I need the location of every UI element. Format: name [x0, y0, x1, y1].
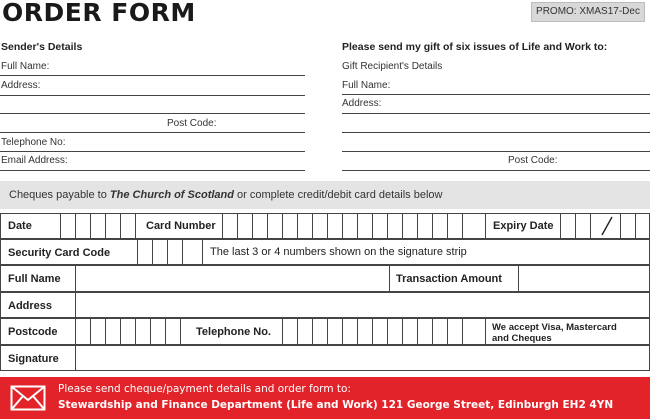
accepted-payments-line-1: We accept Visa, Mastercard [492, 322, 617, 333]
card-telephone-input[interactable] [283, 319, 485, 344]
sender-full-name-label: Full Name: [1, 61, 50, 72]
cheque-prefix: Cheques payable to [9, 189, 110, 201]
card-number-label: Card Number [146, 220, 216, 232]
date-card-expiry-inputs[interactable] [60, 214, 636, 238]
sender-address-label: Address: [1, 80, 41, 91]
recipient-address-field-3[interactable] [342, 151, 650, 152]
recipient-heading: Please send my gift of six issues of Life and Work to: [342, 41, 608, 53]
recipient-address-field-2[interactable] [342, 132, 650, 133]
card-full-name-input[interactable] [76, 266, 389, 291]
signature-input[interactable] [76, 346, 649, 370]
sender-heading: Sender's Details [1, 41, 83, 53]
card-postcode-label: Postcode [8, 326, 58, 338]
promo-badge: PROMO: XMAS17-Dec [531, 2, 645, 22]
recipient-post-code-field[interactable] [342, 170, 650, 171]
recipient-post-code-label: Post Code: [508, 155, 558, 166]
recipient-full-name-field[interactable] [342, 94, 650, 95]
expiry-date-label: Expiry Date [493, 220, 554, 232]
recipient-subheading: Gift Recipient's Details [342, 61, 443, 72]
page-title: ORDER FORM [2, 0, 196, 27]
accepted-payments [492, 322, 617, 344]
accepted-payments-line-2: and Cheques [492, 333, 552, 344]
sender-post-code-label: Post Code: [167, 118, 217, 129]
footer-line-1: Please send cheque/payment details and order form to: [58, 383, 351, 395]
cheque-suffix: or complete credit/debit card details below [233, 189, 443, 201]
card-address-input[interactable] [76, 293, 649, 317]
card-telephone-label: Telephone No. [196, 326, 271, 338]
sender-telephone-label: Telephone No: [1, 137, 66, 148]
card-address-label: Address [8, 300, 53, 312]
security-note: The last 3 or 4 numbers shown on the signature strip [210, 246, 467, 258]
recipient-address-label: Address: [342, 98, 382, 109]
sender-telephone-field[interactable] [0, 151, 305, 152]
sender-address-field-2[interactable] [0, 113, 305, 114]
recipient-address-field-1[interactable] [342, 113, 650, 114]
sender-address-field-1[interactable] [0, 95, 305, 96]
transaction-amount-label: Transaction Amount [396, 273, 502, 285]
envelope-icon [10, 385, 46, 411]
sender-full-name-field[interactable] [0, 75, 305, 76]
security-code-input[interactable] [138, 240, 202, 264]
cheque-instructions [0, 181, 650, 209]
cheque-payee: The Church of Scotland [109, 189, 234, 201]
sender-email-field[interactable] [0, 170, 305, 171]
card-full-name-label: Full Name [8, 273, 61, 285]
security-code-label: Security Card Code [8, 247, 111, 259]
recipient-full-name-label: Full Name: [342, 80, 391, 91]
sender-email-label: Email Address: [1, 155, 68, 166]
date-label: Date [8, 220, 32, 232]
sender-post-code-field[interactable] [0, 132, 305, 133]
transaction-amount-input[interactable] [519, 266, 649, 291]
card-postcode-input[interactable] [76, 319, 180, 344]
footer-line-2: Stewardship and Finance Department (Life and Work) 121 George Street, Edinburgh EH2 4YN [58, 399, 614, 411]
signature-label: Signature [8, 353, 59, 365]
